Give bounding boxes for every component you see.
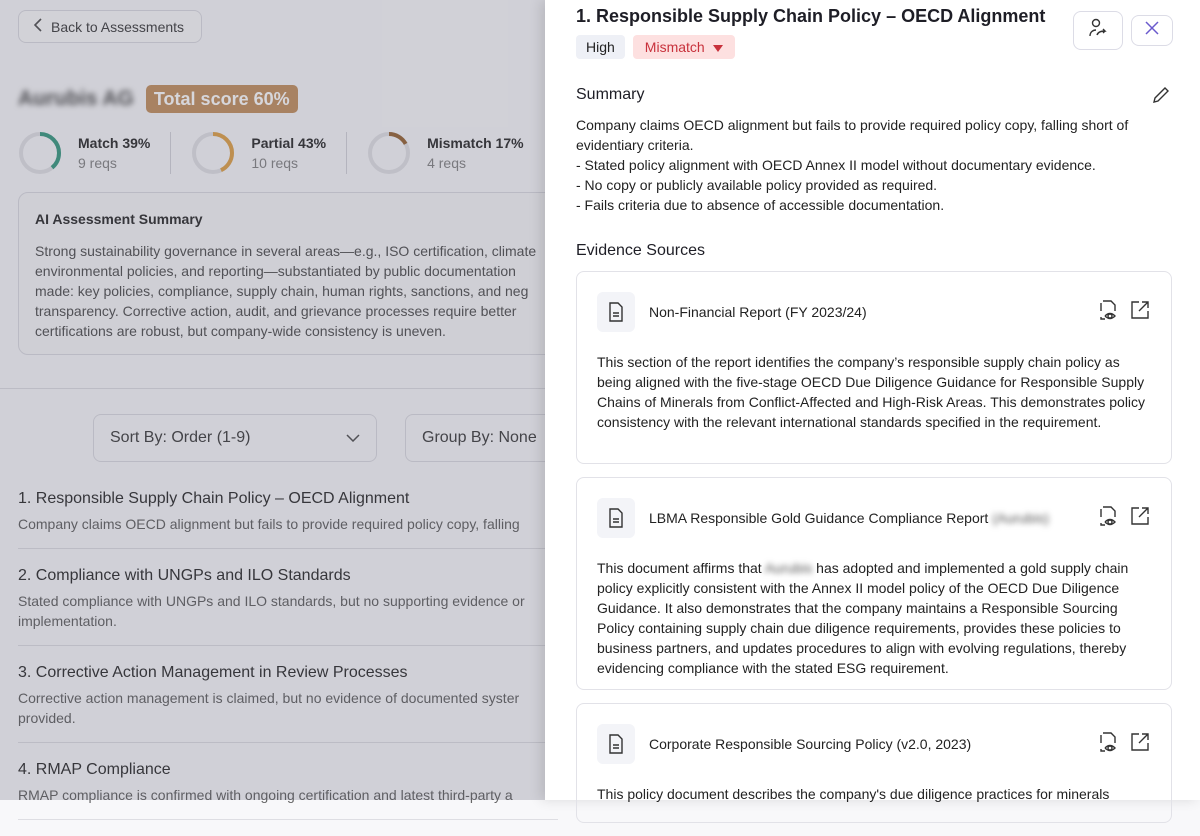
redacted-company: Aurubis	[764, 560, 813, 576]
evidence-card	[576, 477, 1172, 690]
list-item[interactable]	[18, 565, 558, 646]
back-to-assessments-button[interactable]	[18, 10, 202, 43]
stat-mismatch	[367, 132, 543, 174]
summary-line: - Stated policy alignment with OECD Annex II model without documentary evidence.	[576, 157, 1096, 173]
source-text-part: This document affirms that	[597, 560, 765, 576]
group-label: Group By: None	[422, 429, 537, 446]
stat-label: Mismatch 17%	[427, 135, 524, 151]
total-score-badge: Total score 60%	[146, 85, 298, 113]
document-icon	[597, 292, 635, 332]
stat-match	[18, 132, 171, 174]
user-share-icon	[1087, 17, 1109, 44]
stat-reqs: 4 reqs	[427, 155, 466, 171]
summary-line: Company claims OECD alignment but fails to provide required policy copy, falling short of evidentiary criteria.	[576, 117, 1129, 153]
caret-down-icon	[713, 39, 723, 55]
priority-badge: High	[576, 35, 625, 59]
ai-summary-title: AI Assessment Summary	[35, 211, 203, 227]
close-icon	[1145, 21, 1159, 40]
panel-title: 1. Responsible Supply Chain Policy – OECD Alignment	[576, 6, 1046, 26]
item-title: 3. Corrective Action Management in Review Processes	[18, 664, 408, 681]
requirements-list	[18, 488, 558, 836]
list-item[interactable]	[18, 759, 558, 820]
source-title: LBMA Responsible Gold Guidance Compliance Report	[649, 510, 989, 526]
chevron-down-icon	[346, 429, 360, 447]
stat-reqs: 9 reqs	[78, 155, 117, 171]
sort-by-select[interactable]	[93, 414, 377, 462]
summary-heading: Summary	[576, 86, 645, 103]
preview-document-icon[interactable]	[1097, 299, 1119, 326]
external-link-icon[interactable]	[1129, 505, 1151, 532]
source-title: Non-Financial Report (FY 2023/24)	[649, 304, 867, 320]
source-text	[597, 558, 1151, 678]
evidence-heading: Evidence Sources	[576, 242, 705, 259]
summary-line: - No copy or publicly available policy provided as required.	[576, 177, 938, 193]
item-title: 1. Responsible Supply Chain Policy – OECD Alignment	[18, 490, 410, 507]
close-button[interactable]	[1131, 15, 1173, 46]
back-label: Back to Assessments	[51, 18, 185, 35]
stat-label: Match 39%	[78, 135, 151, 151]
ai-summary-line: transparency. Corrective action, audit, and grievance processes require better	[35, 303, 517, 319]
evidence-card	[576, 271, 1172, 464]
status-label: Mismatch	[644, 39, 705, 55]
ai-summary-line: made: key policies, compliance, supply chain, human rights, sanctions, and neg	[35, 283, 529, 299]
stat-partial	[191, 132, 347, 174]
evidence-card	[576, 703, 1172, 823]
ai-summary-line: Strong sustainability governance in several areas—e.g., ISO certification, climate	[35, 243, 537, 259]
preview-document-icon[interactable]	[1097, 731, 1119, 758]
list-item[interactable]	[18, 662, 558, 743]
list-item[interactable]	[18, 488, 558, 549]
chevron-left-icon	[33, 18, 43, 35]
divider	[0, 388, 545, 389]
stat-label: Partial 43%	[251, 135, 327, 151]
assign-user-button[interactable]	[1073, 11, 1123, 50]
item-desc: Stated compliance with UNGPs and ILO standards, but no supporting evidence or implementation.	[18, 593, 525, 629]
score-stats	[18, 132, 564, 174]
external-link-icon[interactable]	[1129, 731, 1151, 758]
requirement-detail-panel	[545, 0, 1200, 800]
edit-pencil-icon[interactable]	[1151, 85, 1171, 110]
summary-text	[576, 115, 1176, 215]
ai-assessment-summary	[18, 192, 578, 355]
ai-summary-line: environmental policies, and reporting—substantiated by public documentation	[35, 263, 516, 279]
summary-line: - Fails criteria due to absence of accessible documentation.	[576, 197, 945, 213]
source-title: Corporate Responsible Sourcing Policy (v2.0, 2023)	[649, 736, 972, 752]
source-text: This section of the report identifies the company’s responsible supply chain policy as being aligned with the five-stage OECD Due Diligence Guidance for Responsible Supply Chains of Minerals from Conflict-Affected and High-Risk Areas. This demonstrates policy consistency with the relevant international standards specified in the requirement.	[597, 354, 1146, 430]
ai-summary-line: certifications are robust, but company-wide consistency is uneven.	[35, 323, 446, 339]
external-link-icon[interactable]	[1129, 299, 1151, 326]
status-dropdown[interactable]	[633, 35, 735, 59]
source-text-part: has adopted and implemented a gold supply chain policy explicitly consistent with the Annex II model policy of the OECD Due Diligence Guidance. It also demonstrates that the company maintains a Responsible Sourcing Policy containing supply chain due diligence requirements, provides these policies to business partners, and updates procedures to align with evolving regulations, thereby evidencing compliance with the stated ESG requirement.	[597, 560, 1129, 676]
item-desc: RMAP compliance is confirmed with ongoing certification and latest third-party a	[18, 787, 513, 803]
match-donut-chart	[18, 131, 62, 175]
item-desc: Corrective action management is claimed, but no evidence of documented syster provided.	[18, 690, 520, 726]
item-title: 2. Compliance with UNGPs and ILO Standards	[18, 567, 351, 584]
item-desc: Company claims OECD alignment but fails to provide required policy copy, falling	[18, 516, 520, 532]
stat-reqs: 10 reqs	[251, 155, 299, 171]
document-icon	[597, 724, 635, 764]
partial-donut-chart	[191, 131, 235, 175]
source-text: This policy document describes the company's due diligence practices for minerals	[597, 786, 1110, 802]
company-name: Aurubis AG	[18, 87, 134, 110]
document-icon	[597, 498, 635, 538]
preview-document-icon[interactable]	[1097, 505, 1119, 532]
item-title: 4. RMAP Compliance	[18, 761, 171, 778]
sort-label: Sort By: Order (1-9)	[110, 429, 251, 446]
redacted-company: (Aurubis)	[992, 510, 1049, 526]
mismatch-donut-chart	[367, 131, 411, 175]
